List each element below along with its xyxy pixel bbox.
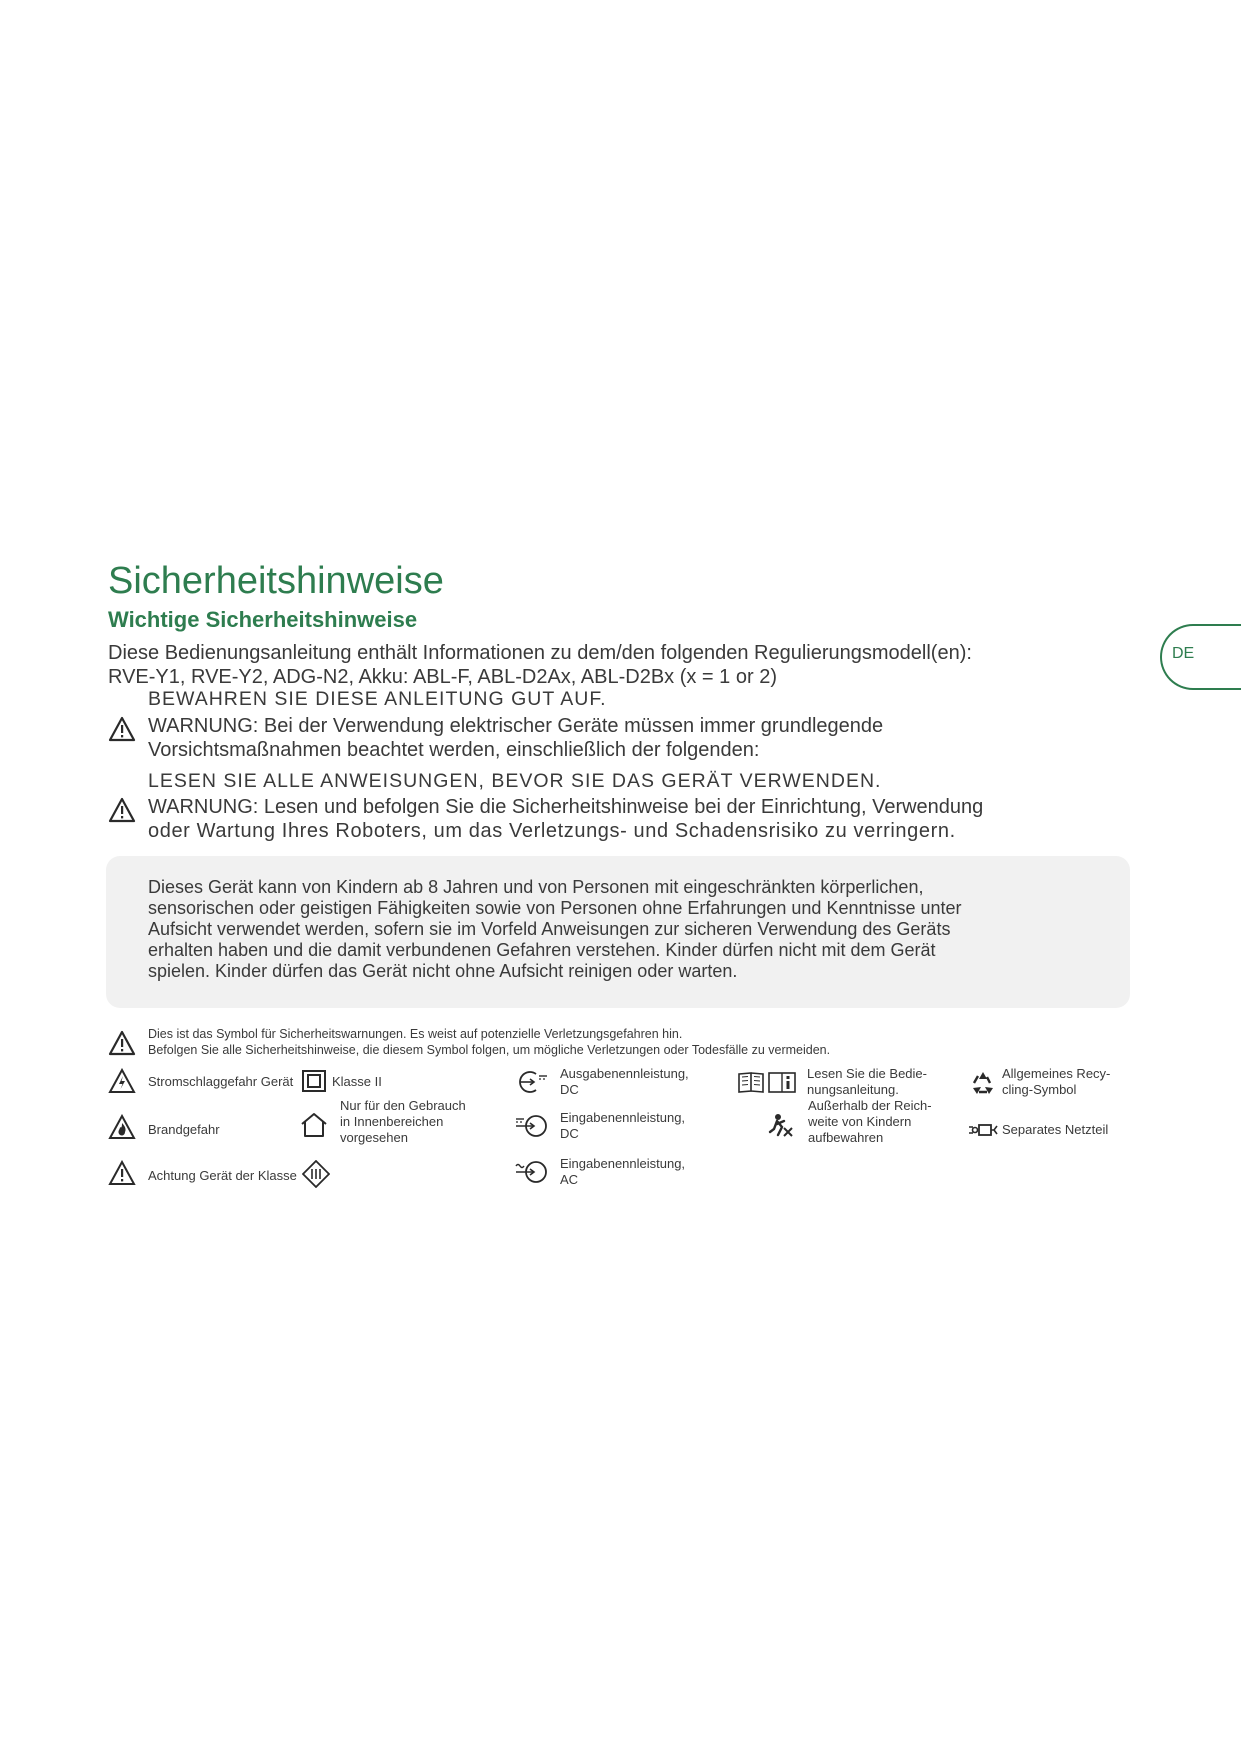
children-notice-line: Aufsicht verwendet werden, sofern sie im Vorfeld Anweisungen zur sicheren Verwendung des Geräts	[148, 919, 951, 939]
children-notice-line: spielen. Kinder dürfen das Gerät nicht ohne Aufsicht reinigen oder warten.	[148, 961, 738, 981]
input-ac-icon	[514, 1160, 550, 1184]
intro-line: Diese Bedienungsanleitung enthält Informationen zu dem/den folgenden Regulierungsmodell(en):	[108, 642, 972, 664]
intro-text	[108, 641, 1068, 689]
symbol-label: Eingabenennleistung,	[560, 1156, 686, 1171]
electric-shock-icon	[108, 1068, 136, 1094]
language-tab-label: DE	[1172, 645, 1195, 662]
symbol-label: Brandgefahr	[148, 1122, 220, 1137]
read-instructions-notice: LESEN SIE ALLE ANWEISUNGEN, BEVOR SIE DAS GERÄT VERWENDEN.	[148, 770, 882, 792]
recycling-icon	[970, 1070, 996, 1096]
warning-triangle-icon	[108, 1160, 136, 1186]
warning-triangle-icon	[108, 1030, 136, 1056]
symbol-class3	[108, 1160, 338, 1186]
language-tab[interactable]	[1160, 624, 1241, 690]
warning-2-line: oder Wartung Ihres Roboters, um das Verletzungs- und Schadensrisiko zu verringern.	[148, 820, 956, 842]
symbol-indoor	[300, 1098, 500, 1148]
symbol-fire	[108, 1114, 268, 1140]
warning-triangle-icon	[108, 716, 136, 742]
symbol-output-dc	[514, 1066, 714, 1100]
symbol-label: Allgemeines Recy-	[1002, 1066, 1111, 1081]
symbol-intro-line: Dies ist das Symbol für Sicherheitswarnungen. Es weist auf potenzielle Verletzungsgefahren hin.	[148, 1027, 683, 1041]
indoor-use-house-icon	[300, 1112, 328, 1138]
symbol-input-dc	[514, 1110, 714, 1144]
symbol-label: nungsanleitung.	[807, 1082, 899, 1097]
symbol-recycling	[970, 1066, 1140, 1100]
warning-1-line: WARNUNG: Bei der Verwendung elektrischer Geräte müssen immer grundlegende	[148, 715, 884, 737]
intro-models: RVE-Y1, RVE-Y2, ADG-N2, Akku: ABL-F, ABL-D2Ax, ABL-D2Bx (x = 1 or 2)	[108, 666, 777, 688]
output-dc-icon	[514, 1070, 550, 1094]
page-title: Sicherheitshinweise	[108, 560, 444, 602]
class-iii-icon	[302, 1160, 330, 1188]
fire-hazard-icon	[108, 1114, 136, 1140]
page-subtitle: Wichtige Sicherheitshinweise	[108, 607, 418, 632]
symbol-label: Stromschlaggefahr Gerät	[148, 1074, 294, 1089]
symbol-label: Eingabenennleistung,	[560, 1110, 686, 1125]
children-notice-line: sensorischen oder geistigen Fähigkeiten sowie von Personen ohne Erfahrungen und Kenntnisse unter	[148, 898, 962, 918]
children-notice-line: erhalten haben und die damit verbundenen Gefahren verstehen. Kinder dürfen nicht mit dem Gerät	[148, 940, 936, 960]
children-notice-box	[106, 856, 1130, 1008]
symbol-label: cling-Symbol	[1002, 1082, 1077, 1097]
symbol-label: Außerhalb der Reich-	[808, 1098, 932, 1113]
symbol-label: Klasse II	[332, 1074, 382, 1089]
keep-instructions-notice: BEWAHREN SIE DIESE ANLEITUNG GUT AUF.	[148, 688, 607, 710]
symbol-shock	[108, 1068, 308, 1094]
symbol-children	[768, 1098, 948, 1148]
symbol-label: DC	[560, 1082, 579, 1097]
keep-away-from-children-icon	[768, 1112, 794, 1138]
separate-power-supply-icon	[968, 1122, 1000, 1138]
symbol-label: aufbewahren	[808, 1130, 884, 1145]
symbol-intro-line: Befolgen Sie alle Sicherheitshinweise, die diesem Symbol folgen, um mögliche Verletzungen oder Todesfälle zu vermeiden.	[148, 1043, 831, 1057]
symbol-input-ac	[514, 1156, 714, 1190]
symbol-class2	[302, 1068, 422, 1094]
symbol-label: Ausgabenennleistung,	[560, 1066, 689, 1081]
symbol-psu	[968, 1120, 1138, 1146]
class-ii-icon	[302, 1070, 326, 1092]
symbol-label: Lesen Sie die Bedie-	[807, 1066, 927, 1081]
read-manual-icon	[737, 1070, 797, 1094]
symbol-label: vorgesehen	[340, 1130, 408, 1145]
input-dc-icon	[514, 1114, 550, 1138]
warning-triangle-icon	[108, 797, 136, 823]
symbol-label: Achtung Gerät der Klasse	[148, 1168, 297, 1183]
children-notice-line: Dieses Gerät kann von Kindern ab 8 Jahren und von Personen mit eingeschränkten körperlichen,	[148, 877, 924, 897]
warning-block-1	[108, 714, 1068, 766]
warning-2-line: WARNUNG: Lesen und befolgen Sie die Sicherheitshinweise bei der Einrichtung, Verwendung	[148, 796, 984, 818]
symbol-label: DC	[560, 1126, 579, 1141]
symbol-label: weite von Kindern	[808, 1114, 912, 1129]
symbol-label: AC	[560, 1172, 579, 1187]
symbol-label: Separates Netzteil	[1002, 1122, 1109, 1137]
symbol-manual	[737, 1066, 937, 1100]
symbol-label: in Innenbereichen	[340, 1114, 444, 1129]
warning-block-2	[108, 795, 1068, 847]
symbol-label: Nur für den Gebrauch	[340, 1098, 466, 1113]
warning-1-line: Vorsichtsmaßnahmen beachtet werden, einschließlich der folgenden:	[148, 739, 760, 761]
